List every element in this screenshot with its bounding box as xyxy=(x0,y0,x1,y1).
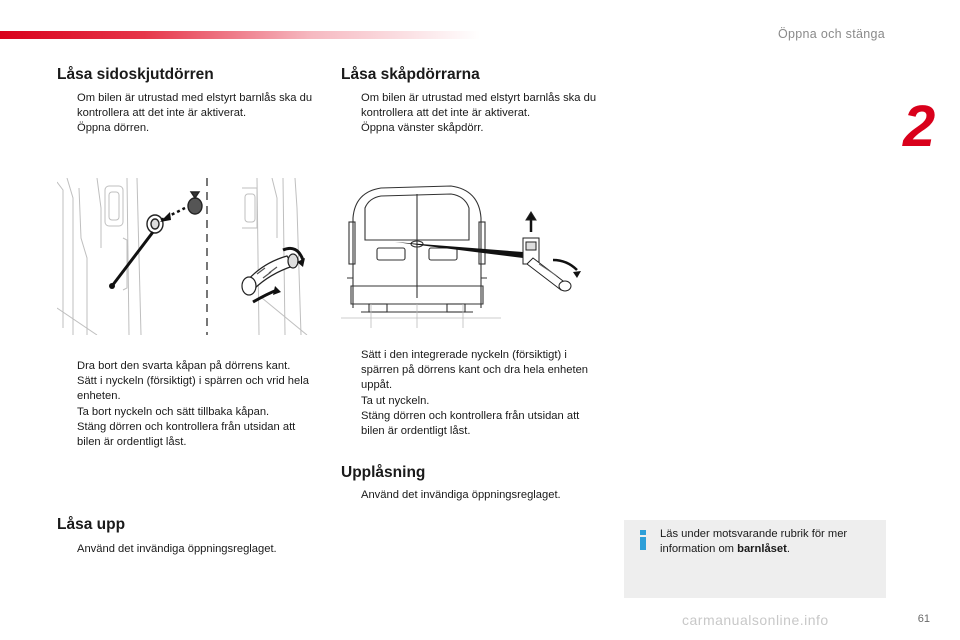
info-text: Läs under motsvarande rubrik för mer information om barnlåset. xyxy=(660,528,848,556)
chapter-number: 2 xyxy=(903,94,936,159)
list-item: Ta bort nyckeln och sätt tillbaka kåpan. xyxy=(77,405,270,418)
info-box xyxy=(624,520,886,598)
list-item: Dra bort den svarta kåpan på dörrens kant. xyxy=(77,360,291,372)
unlock-list-right xyxy=(341,488,603,503)
list-item: Använd det invändiga öppningsreglaget. xyxy=(77,543,277,555)
sliding-door-lock-illustration xyxy=(57,178,315,335)
heading-unlocking: Upplåsning xyxy=(341,464,426,481)
list-item: Stäng dörren och kontrollera från utsidan att bilen är ordentligt låst. xyxy=(77,420,296,449)
page-number: 61 xyxy=(917,613,930,625)
intro-list-rear-doors xyxy=(341,91,603,137)
list-item: Sätt i den integrerade nyckeln (försiktigt) i spärren på dörrens kant och dra hela enheten uppåt. xyxy=(361,349,589,392)
heading-lock-rear-doors: Låsa skåpdörrarna xyxy=(341,66,480,83)
list-item: Om bilen är utrustad med elstyrt barnlås ska du kontrollera att det inte är aktiverat. xyxy=(361,92,597,120)
list-item: Öppna dörren. xyxy=(77,122,150,135)
steps-list-sliding-door xyxy=(57,359,319,450)
rear-door-lock-illustration xyxy=(341,178,599,335)
van-rear-drawing xyxy=(341,178,599,335)
intro-list-sliding-door xyxy=(57,91,319,137)
watermark: carmanualsonline.info xyxy=(682,612,829,628)
info-keyword: barnlåset xyxy=(737,543,787,556)
list-item: Stäng dörren och kontrollera från utsidan att bilen är ordentligt låst. xyxy=(361,409,580,438)
list-item: Sätt i nyckeln (försiktigt) i spärren och vrid hela enheten. xyxy=(77,375,309,403)
heading-unlock: Låsa upp xyxy=(57,516,126,533)
heading-lock-sliding-door: Låsa sidoskjutdörren xyxy=(57,66,214,83)
steps-list-rear-doors xyxy=(341,348,603,439)
list-item: Om bilen är utrustad med elstyrt barnlås ska du kontrollera att det inte är aktiverat. xyxy=(77,92,313,120)
list-item: Öppna vänster skåpdörr. xyxy=(361,122,484,135)
list-item: Använd det invändiga öppningsreglaget. xyxy=(361,489,561,501)
section-title: Öppna och stänga xyxy=(778,27,885,41)
info-icon xyxy=(635,529,651,551)
door-latch-drawing xyxy=(57,178,315,335)
header-accent-bar xyxy=(0,31,480,39)
list-item: Ta ut nyckeln. xyxy=(361,394,430,407)
unlock-list-left xyxy=(57,542,319,557)
